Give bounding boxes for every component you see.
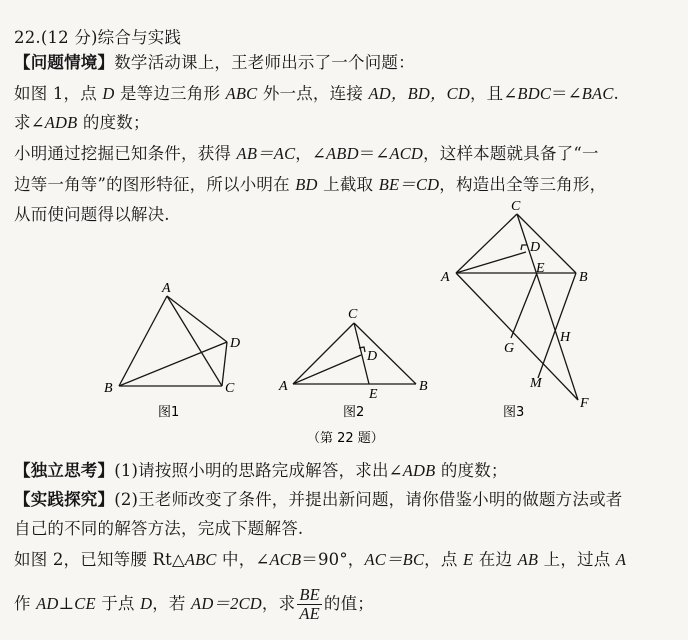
fig1-point-D: D xyxy=(230,336,241,351)
fig3-segment-GE xyxy=(511,273,537,338)
math-symbol: ADB xyxy=(402,461,436,480)
math-symbol: ADB xyxy=(44,113,78,132)
fraction-denominator: AE xyxy=(299,604,320,623)
question-number: 22. xyxy=(14,28,41,47)
fig1-segment-AB xyxy=(119,296,167,386)
math-symbol: ABC xyxy=(184,550,217,569)
math-symbol: AD，BD，CD xyxy=(368,84,470,103)
text-segment: 中，∠ xyxy=(216,550,270,569)
fraction-numerator: BE xyxy=(299,585,320,604)
fig2-point-D: D xyxy=(367,349,378,364)
text-segment: 上截取 xyxy=(317,175,379,194)
practice-line4 xyxy=(14,584,680,624)
math-symbol: ACD xyxy=(389,144,424,163)
math-symbol: ACB xyxy=(269,550,302,569)
fig3-label: 图3 xyxy=(503,405,525,420)
fig3-point-C: C xyxy=(511,199,521,214)
math-symbol: AB xyxy=(517,550,539,569)
math-symbol: ABD xyxy=(326,144,359,163)
fig3-point-F: F xyxy=(580,396,589,411)
math-symbol: AC＝BC xyxy=(364,550,425,569)
math-symbol: A xyxy=(615,550,627,569)
practice-line3 xyxy=(14,549,680,571)
math-symbol: E xyxy=(463,550,474,569)
fig2-point-E: E xyxy=(369,387,378,402)
text-segment: ，这样本题就具备了“一 xyxy=(423,144,599,163)
text-segment: ，点 xyxy=(424,550,464,569)
text-segment: 求∠ xyxy=(14,113,45,132)
math-symbol: ABC xyxy=(225,84,258,103)
fig3-segment-CB xyxy=(517,214,576,273)
math-symbol: AD＝2CD xyxy=(191,594,262,613)
text-segment: 如图 1，点 xyxy=(14,84,103,103)
fraction-be-over-ae xyxy=(297,586,322,623)
fig2-label: 图2 xyxy=(343,405,365,420)
fig3-point-H: H xyxy=(560,330,571,345)
fig1-segment-BD xyxy=(119,342,227,386)
math-symbol: AB＝AC xyxy=(236,144,296,163)
fig1-segment-AC xyxy=(167,296,222,386)
text-segment: 从而使问题得以解决. xyxy=(14,205,170,224)
figure-1 xyxy=(119,296,227,386)
practice-line1 xyxy=(14,489,680,511)
section-tag-practice: 【实践探究】 xyxy=(14,490,115,509)
fig3-point-M: M xyxy=(530,376,542,391)
math-symbol: D xyxy=(140,594,153,613)
figure-3 xyxy=(456,214,578,400)
fig1-segment-CD xyxy=(222,342,227,386)
fig3-point-G: G xyxy=(504,341,515,356)
text-segment: 于点 xyxy=(95,594,141,613)
fig3-segment-BM xyxy=(538,273,576,378)
figure-2 xyxy=(293,323,416,384)
fig1-point-B: B xyxy=(104,381,113,396)
math-symbol: BE＝CD xyxy=(378,175,440,194)
text-segment: (1)请按照小明的思路完成解答，求出∠ xyxy=(114,461,403,480)
text-segment: 的度数； xyxy=(77,113,150,132)
math-symbol: BAC xyxy=(581,84,614,103)
text-segment: 的度数； xyxy=(435,461,508,480)
fig3-point-B: B xyxy=(579,270,588,285)
section-tag-context: 【问题情境】 xyxy=(14,53,115,72)
math-symbol: AD⊥CE xyxy=(36,594,96,613)
fig3-point-A: A xyxy=(441,270,450,285)
fig3-point-D: D xyxy=(530,240,541,255)
math-symbol: BD xyxy=(295,175,318,194)
math-symbol: BDC xyxy=(517,84,552,103)
text-segment: ，求 xyxy=(261,594,296,613)
fig2-point-C: C xyxy=(348,307,358,322)
context-intro-text: 数学活动课上，王老师出示了一个问题： xyxy=(114,53,415,72)
text-segment: 上，过点 xyxy=(538,550,616,569)
fig2-segment-BC xyxy=(354,323,416,384)
text-segment: ＝∠ xyxy=(551,84,582,103)
text-segment: ，∠ xyxy=(295,144,327,163)
text-segment: (2)王老师改变了条件，并提出新问题，请你借鉴小明的做题方法或者 xyxy=(114,490,623,509)
fig2-point-B: B xyxy=(419,379,428,394)
independent-thinking xyxy=(14,460,680,482)
text-segment: 的值； xyxy=(323,594,374,613)
practice-line2 xyxy=(14,518,680,540)
figure-caption: （第 22 题） xyxy=(307,431,384,446)
fig2-segment-AD xyxy=(293,355,361,384)
fig2-point-A: A xyxy=(279,379,288,394)
fig1-point-C: C xyxy=(225,381,235,396)
text-segment: ＝∠ xyxy=(358,144,390,163)
text-segment: ，且∠ xyxy=(469,84,518,103)
text-segment: . xyxy=(613,84,619,103)
fig3-right-angle-mark xyxy=(521,245,527,250)
text-segment: 自己的不同的解答方法，完成下题解答. xyxy=(14,519,304,538)
text-segment: 是等边三角形 xyxy=(114,84,226,103)
fig2-segment-AC xyxy=(293,323,354,384)
text-segment: ，若 xyxy=(152,594,192,613)
text-segment: 如图 2，已知等腰 Rt△ xyxy=(14,550,185,569)
fig1-point-A: A xyxy=(162,281,171,296)
text-segment: 小明通过挖掘已知条件，获得 xyxy=(14,144,237,163)
text-segment: 作 xyxy=(14,594,37,613)
text-segment: ，构造出全等三角形， xyxy=(439,175,607,194)
text-segment: 边等一角等”的图形特征，所以小明在 xyxy=(14,175,296,194)
text-segment: 外一点，连接 xyxy=(257,84,369,103)
question-score: (12 分) xyxy=(40,28,98,47)
fig3-point-E: E xyxy=(536,261,545,276)
text-segment: ＝90°， xyxy=(301,550,365,569)
text-segment: 在边 xyxy=(473,550,518,569)
section-tag-independent: 【独立思考】 xyxy=(14,461,115,480)
fig1-label: 图1 xyxy=(158,405,180,420)
fig3-segment-CF xyxy=(517,214,578,400)
math-symbol: D xyxy=(102,84,115,103)
fig1-segment-AD xyxy=(167,296,227,342)
question-title: 综合与实践 xyxy=(97,28,182,47)
